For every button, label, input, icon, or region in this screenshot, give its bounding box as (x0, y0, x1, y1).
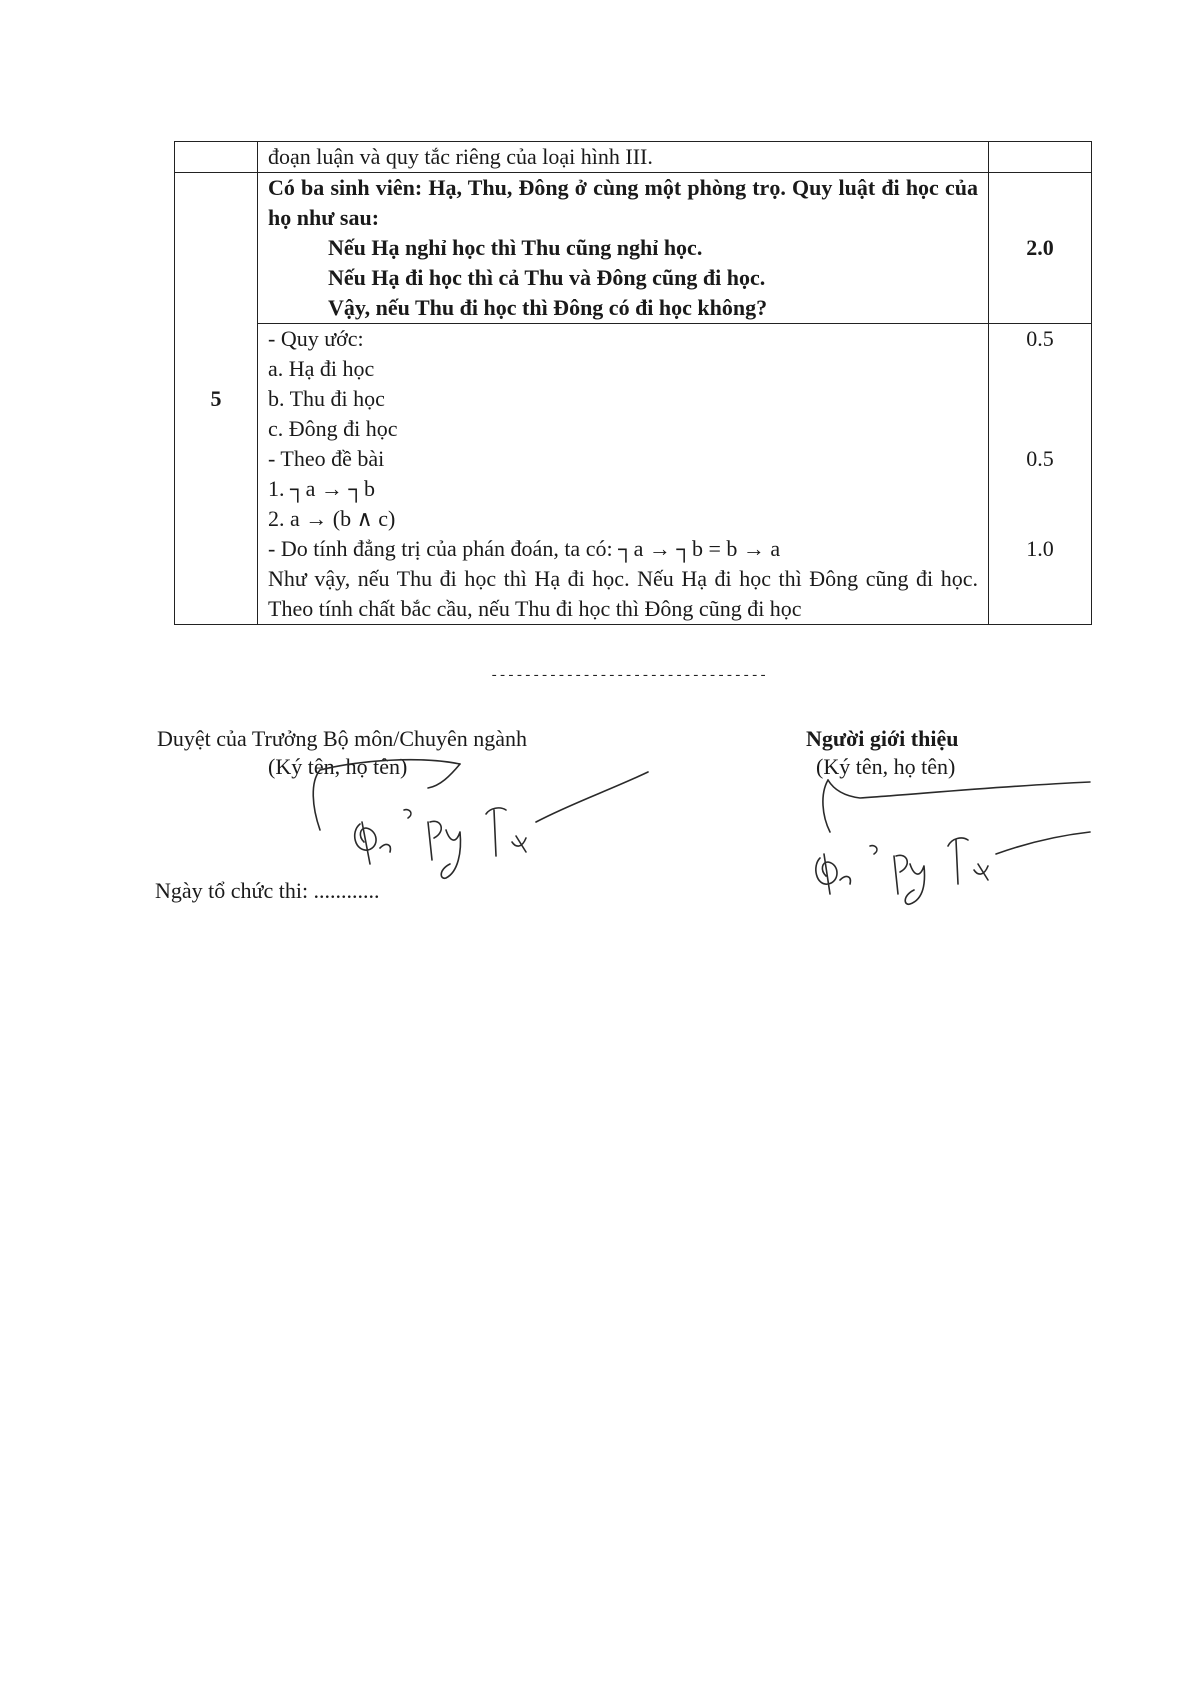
exam-date: Ngày tổ chức thi: ............ (155, 878, 380, 903)
question-line-3: Nếu Hạ đi học thì cả Thu và Đông cũng đi học. (328, 265, 766, 290)
question-points: 2.0 (989, 173, 1092, 324)
answer-line-2: a. Hạ đi học (268, 356, 375, 381)
question-line-1: Có ba sinh viên: Hạ, Thu, Đông ở cùng một phòng trọ. Quy luật đi học của họ như sau: (268, 175, 978, 230)
presenter-title: Người giới thiệu (806, 726, 959, 751)
prev-number-cell (175, 142, 258, 173)
answer-line-6: 1. ┐a → ┐b (268, 476, 375, 501)
approver-title: Duyệt của Trưởng Bộ môn/Chuyên ngành (157, 726, 528, 751)
question-number: 5 (175, 173, 258, 625)
answer-line-5: - Theo đề bài (268, 446, 385, 471)
answer-line-4: c. Đông đi học (268, 416, 398, 441)
presenter-subtitle: (Ký tên, họ tên) (816, 754, 956, 779)
answer-points-cell (989, 324, 1092, 625)
approver-signature (300, 752, 660, 892)
answer-line-7: 2. a → (b ∧ c) (268, 506, 396, 531)
answer-points-2: 0.5 (1026, 446, 1054, 471)
table-row-question (175, 173, 1092, 324)
handwritten-signature-icon (300, 752, 660, 892)
answer-line-1: - Quy ước: (268, 326, 364, 351)
answer-line-3: b. Thu đi học (268, 386, 385, 411)
answer-cell (258, 324, 989, 625)
answer-points-1: 0.5 (1026, 326, 1054, 351)
approver-subtitle: (Ký tên, họ tên) (268, 754, 408, 779)
table-row-previous (175, 142, 1092, 173)
question-line-4: Vậy, nếu Thu đi học thì Đông có đi học không? (328, 295, 768, 320)
answer-line-8: - Do tính đẳng trị của phán đoán, ta có: ┐a → ┐b = b → a (268, 536, 781, 561)
answer-table (174, 141, 1092, 625)
handwritten-signature-icon (810, 768, 1100, 908)
prev-points-cell (989, 142, 1092, 173)
section-divider: --------------------------------- (490, 668, 768, 684)
answer-conclusion: Như vậy, nếu Thu đi học thì Hạ đi học. Nếu Hạ đi học thì Đông cũng đi học. Theo tính chất bắc cầu, nếu Thu đi học thì Đông cũng đi học (268, 566, 978, 621)
presenter-signature (810, 768, 1100, 908)
answer-points-3: 1.0 (1026, 536, 1054, 561)
question-cell (258, 173, 989, 324)
prev-content-cell: đoạn luận và quy tắc riêng của loại hình III. (258, 142, 989, 173)
table-row-answer (175, 324, 1092, 625)
question-line-2: Nếu Hạ nghỉ học thì Thu cũng nghỉ học. (328, 235, 703, 260)
